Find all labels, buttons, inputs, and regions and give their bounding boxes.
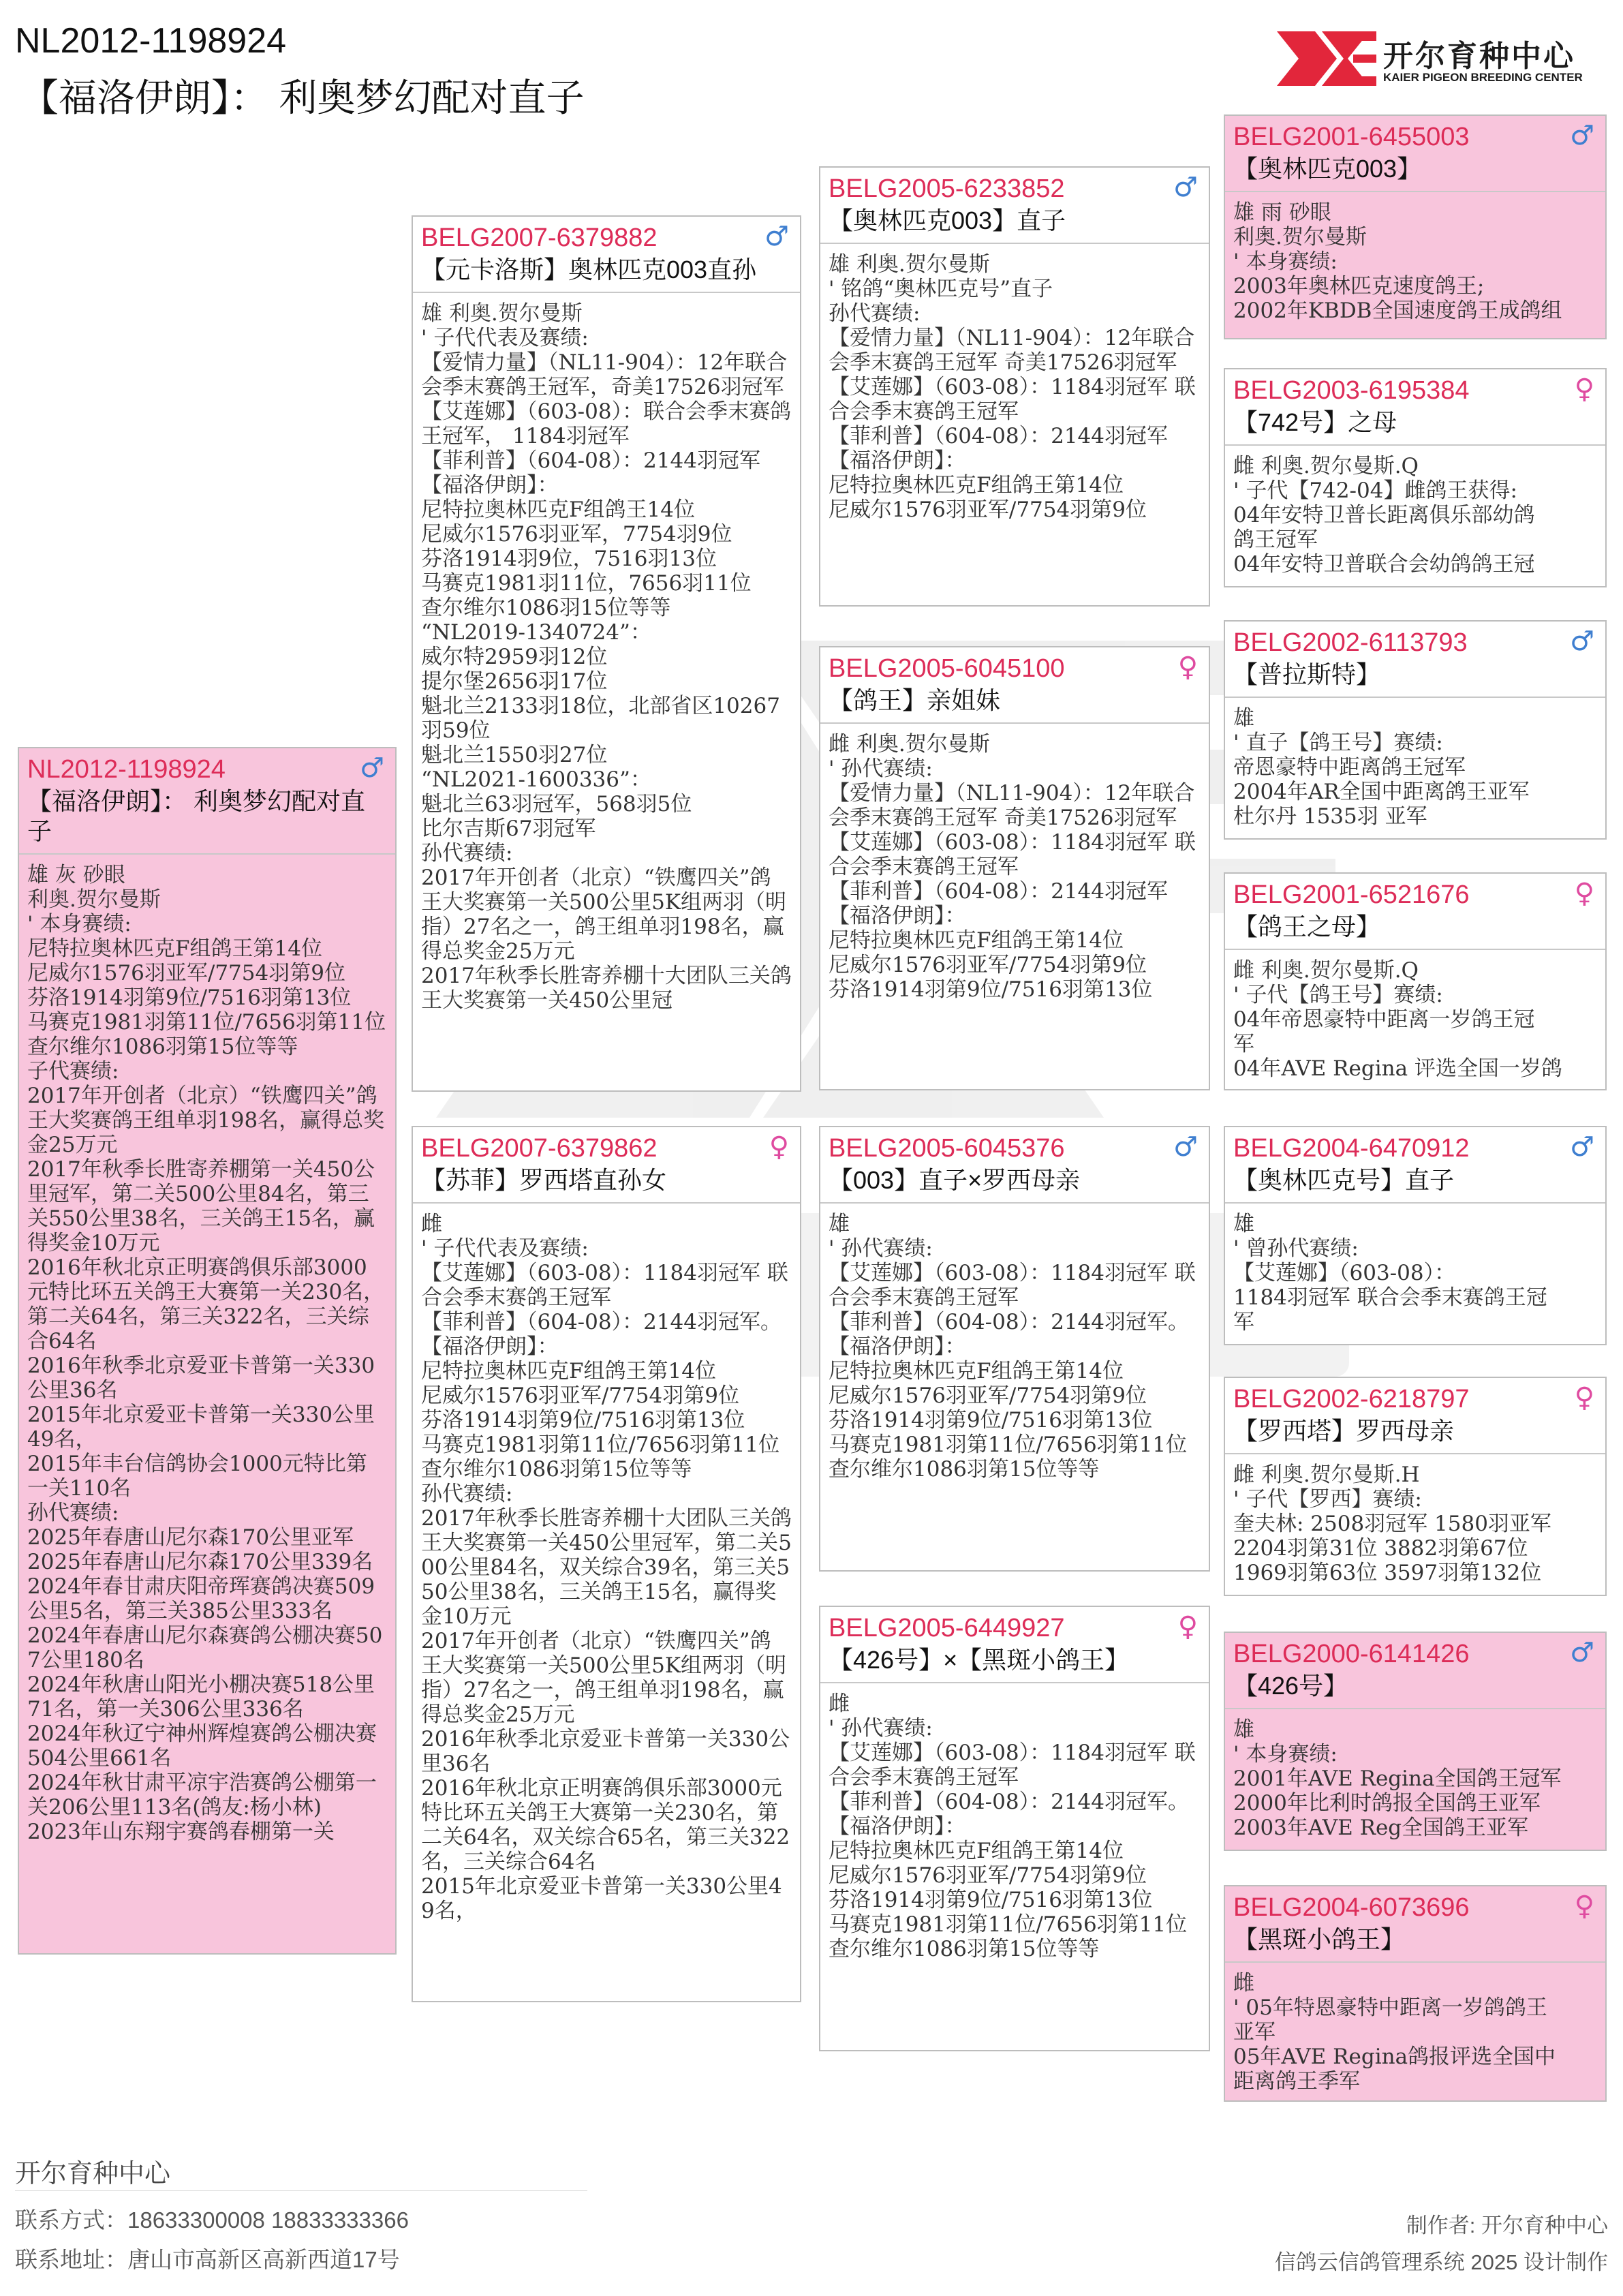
- pigeon-name: 【奥林匹克003】: [1225, 154, 1605, 192]
- detail-line: 雄 利奥.贺尔曼斯: [421, 301, 583, 326]
- detail-line: 2025年春唐山尼尔森170公里339名: [27, 1550, 373, 1574]
- detail-line: 尼特拉奥林匹克F组鸽王14位: [421, 498, 695, 522]
- female-icon: ♀: [1574, 373, 1594, 405]
- detail-line: 雄: [829, 1212, 850, 1236]
- female-icon: ♀: [1574, 1382, 1594, 1413]
- pigeon-details: [413, 1204, 800, 1923]
- pigeon-name: 【鸽王】亲姐妹: [820, 686, 1209, 724]
- detail-line: 马赛克1981羽11位，7656羽11位: [421, 571, 752, 596]
- detail-line: 2015年北京爱亚卡普第一关330公里49名，: [27, 1403, 375, 1452]
- pigeon-details: [1225, 192, 1605, 323]
- female-icon: ♀: [1177, 1611, 1198, 1642]
- detail-line: ' 孙代赛绩:: [829, 1716, 933, 1741]
- detail-line: 【菲利普】（604-08）：2144羽冠军。: [421, 1310, 782, 1334]
- contact-phone[interactable]: 18633300008 18833333366: [127, 2207, 409, 2233]
- male-icon: ♂: [1570, 626, 1594, 657]
- detail-line: 马赛克1981羽第11位/7656羽第11位: [421, 1433, 780, 1457]
- detail-line: ' 直子【鸽王号】赛绩:: [1233, 731, 1443, 755]
- detail-line: 鸽王冠军: [1233, 527, 1318, 552]
- ring-number[interactable]: NL2012-1198924: [27, 755, 226, 784]
- card-header: [1225, 622, 1605, 660]
- detail-line: 芬洛1914羽第9位/7516羽第13位: [829, 1888, 1153, 1912]
- detail-line: 2016年秋季北京爱亚卡普第一关330公里36名: [421, 1727, 790, 1776]
- ring-number[interactable]: BELG2007-6379862: [421, 1134, 658, 1163]
- detail-line: 2023年山东翔宇赛鸽春棚第一关: [27, 1820, 335, 1844]
- contact-label: 联系方式：: [15, 2207, 127, 2233]
- footer-system: 信鸽云信鸽管理系统 2025 设计制作: [1274, 2250, 1608, 2274]
- detail-line: 2016年秋季北京爱亚卡普第一关330公里36名: [27, 1353, 375, 1403]
- pigeon-name: 【奥林匹克号】直子: [1225, 1165, 1605, 1204]
- detail-line: 尼威尔1576羽亚军，7754羽9位: [421, 522, 732, 547]
- pigeon-name: 【罗西塔】罗西母亲: [1225, 1416, 1605, 1454]
- pigeon-details: [413, 293, 800, 1013]
- detail-line: 芬洛1914羽第9位/7516羽第13位: [421, 1408, 745, 1433]
- ring-number[interactable]: BELG2005-6045100: [829, 654, 1065, 683]
- male-icon: ♂: [1173, 172, 1198, 203]
- detail-line: 芬洛1914羽第9位/7516羽第13位: [829, 1408, 1153, 1433]
- detail-line: 【福洛伊朗】：: [829, 448, 966, 473]
- detail-line: 04年帝恩豪特中距离一岁鸽王冠: [1233, 1007, 1535, 1032]
- detail-line: ' 子代【742-04】雌鸽王获得:: [1233, 478, 1517, 503]
- detail-line: 2024年秋唐山阳光小棚决赛518公里71名，第一关306公里336名: [27, 1672, 375, 1721]
- card-header: [1225, 874, 1605, 912]
- detail-line: 【艾莲娜】（603-08）：1184羽冠军 联合会季末赛鸽王冠军: [829, 375, 1196, 424]
- detail-line: 雄 雨 砂眼: [1233, 200, 1331, 225]
- detail-line: 雌 利奥.贺尔曼斯.H: [1233, 1463, 1420, 1487]
- logo-chinese-name: 开尔育种中心: [1383, 40, 1575, 73]
- detail-line: 孙代赛绩:: [421, 841, 513, 866]
- detail-line: 2204羽第31位 3882羽第67位: [1233, 1536, 1528, 1561]
- detail-line: 2024年秋辽宁神州辉煌赛鸽公棚决赛504公里661名: [27, 1721, 377, 1771]
- detail-line: 芬洛1914羽第9位/7516羽第13位: [27, 985, 352, 1010]
- pigeon-name: 【奥林匹克003】直子: [820, 206, 1209, 244]
- detail-line: 【爱情力量】（NL11-904）：12年联合会季末赛鸽王冠军 奇美17526羽冠军: [829, 326, 1195, 375]
- male-icon: ♂: [1173, 1131, 1198, 1163]
- card-header: [820, 647, 1209, 686]
- detail-line: 04年AVE Regina 评选全国一岁鸽: [1233, 1056, 1562, 1081]
- detail-line: 尼威尔1576羽亚军/7754羽第9位: [829, 498, 1147, 522]
- detail-line: 雌 利奥.贺尔曼斯.Q: [1233, 454, 1419, 478]
- detail-line: 尼威尔1576羽亚军/7754羽第9位: [27, 961, 345, 985]
- detail-line: 马赛克1981羽第11位/7656羽第11位: [829, 1433, 1188, 1457]
- detail-line: 查尔维尔1086羽第15位等等: [829, 1937, 1100, 1961]
- detail-line: 查尔维尔1086羽第15位等等: [27, 1035, 298, 1059]
- male-icon: ♂: [1570, 1637, 1594, 1668]
- address-label: 联系地址：: [15, 2247, 127, 2272]
- ring-number[interactable]: BELG2003-6195384: [1233, 376, 1470, 405]
- ring-number[interactable]: BELG2002-6218797: [1233, 1385, 1470, 1413]
- detail-line: 芬洛1914羽第9位/7516羽第13位: [829, 977, 1153, 1002]
- detail-line: 利奥.贺尔曼斯: [27, 887, 161, 912]
- detail-line: 【福洛伊朗】：: [421, 473, 559, 498]
- pigeon-details: [1225, 1454, 1605, 1585]
- detail-line: ' 子代代表及赛绩:: [421, 326, 589, 350]
- detail-line: 2003年奥林匹克速度鸽王;: [1233, 274, 1485, 299]
- detail-line: 查尔维尔1086羽第15位等等: [421, 1457, 692, 1482]
- detail-line: 尼特拉奥林匹克F组鸽王第14位: [829, 928, 1124, 953]
- card-sss[interactable]: [1224, 114, 1607, 339]
- pigeon-name: 【元卡洛斯】奥林匹克003直孙: [413, 255, 800, 293]
- female-icon: ♀: [1574, 878, 1594, 909]
- detail-line: 【菲利普】（604-08）：2144羽冠军: [829, 424, 1168, 448]
- detail-line: 【福洛伊朗】：: [829, 1334, 966, 1359]
- detail-line: ' 05年特恩豪特中距离一岁鸽鸽王: [1233, 1995, 1547, 2020]
- detail-line: 【艾莲娜】（603-08）：1184羽冠军 联合会季末赛鸽王冠军: [829, 830, 1196, 879]
- card-ssd[interactable]: [1224, 368, 1607, 587]
- ring-number[interactable]: BELG2005-6449927: [829, 1614, 1065, 1642]
- pigeon-details: [1225, 698, 1605, 829]
- pigeon-name: 【福洛伊朗】： 利奥梦幻配对直子: [19, 786, 395, 855]
- detail-line: 比尔吉斯67羽冠军: [421, 816, 596, 841]
- detail-line: 尼特拉奥林匹克F组鸽王第14位: [829, 1839, 1124, 1863]
- detail-line: 【菲利普】（604-08）：2144羽冠军。: [829, 1790, 1189, 1814]
- detail-line: ' 子代代表及赛绩:: [421, 1236, 589, 1261]
- detail-line: 雌: [1233, 1971, 1254, 1995]
- detail-line: 尼特拉奥林匹克F组鸽王第14位: [829, 1359, 1124, 1383]
- address-value: 唐山市高新区高新西道17号: [127, 2247, 400, 2272]
- detail-line: 【艾莲娜】（603-08）：: [1233, 1261, 1456, 1285]
- detail-line: 尼威尔1576羽亚军/7754羽第9位: [829, 953, 1147, 977]
- card-dam-dam[interactable]: [819, 1606, 1210, 2051]
- detail-line: ' 铭鸽“奥林匹克号”直子: [829, 277, 1053, 301]
- detail-line: 杜尔丹 1535羽 亚军: [1233, 804, 1427, 829]
- female-icon: ♀: [1177, 652, 1198, 683]
- detail-line: 奎夫林: 2508羽冠军 1580羽亚军: [1233, 1512, 1551, 1536]
- card-header: [413, 1127, 800, 1165]
- detail-line: 【爱情力量】（NL11-904）：12年联合会季末赛鸽王冠军 奇美17526羽冠军: [829, 781, 1195, 830]
- pigeon-name: 【742号】之母: [1225, 408, 1605, 446]
- detail-line: 雄: [1233, 1717, 1254, 1742]
- detail-line: 【福洛伊朗】：: [421, 1334, 559, 1359]
- detail-line: 05年AVE Regina鸽报评选全国中: [1233, 2045, 1556, 2069]
- detail-line: “NL2021-1600336”：: [421, 767, 651, 792]
- ring-number[interactable]: BELG2002-6113793: [1233, 628, 1468, 657]
- pigeon-details: [1225, 950, 1605, 1081]
- detail-line: 距离鸽王季军: [1233, 2069, 1360, 2094]
- detail-line: 威尔特2959羽12位: [421, 645, 608, 669]
- male-icon: ♂: [764, 221, 789, 252]
- detail-line: 2017年开创者（北京）“铁鹰四关”鸽王大奖赛鸽王组单羽198名，赢得总奖金25万元: [27, 1084, 385, 1157]
- detail-line: 查尔维尔1086羽15位等等: [421, 596, 671, 620]
- ring-number[interactable]: BELG2005-6045376: [829, 1134, 1065, 1163]
- pigeon-details: [1225, 1204, 1605, 1334]
- detail-line: 2015年丰台信鸽协会1000元特比第一关110名: [27, 1452, 367, 1501]
- detail-line: 1969羽第63位 3597羽第132位: [1233, 1561, 1542, 1585]
- detail-line: 2017年开创者（北京）“铁鹰四关”鸽王大奖赛第一关500公里5K组两羽（明指）27名之一，鸽王组单羽198名，赢得总奖金25万元: [421, 866, 787, 964]
- detail-line: 尼特拉奥林匹克F组鸽王第14位: [27, 936, 322, 961]
- card-dss[interactable]: [1224, 1126, 1607, 1345]
- detail-line: 尼威尔1576羽亚军/7754羽第9位: [421, 1383, 739, 1408]
- detail-line: 亚军: [1233, 2020, 1276, 2045]
- detail-line: 利奥.贺尔曼斯: [1233, 225, 1367, 249]
- detail-line: ' 子代【罗西】赛绩:: [1233, 1487, 1422, 1512]
- card-header: [19, 748, 395, 786]
- card-sire-dam[interactable]: [819, 646, 1210, 1090]
- male-icon: ♂: [360, 752, 384, 784]
- footer-contact: [15, 2203, 409, 2235]
- card-header: [1225, 1378, 1605, 1416]
- card-header: [820, 1607, 1209, 1645]
- detail-line: 2017年秋季长胜寄养棚十大团队三关鸽王大奖赛第一关450公里冠军，第二关500公里84名，双关综合39名，第三关550公里38名，三关鸽王15名，赢得奖金10万元: [421, 1506, 792, 1629]
- card-sdd[interactable]: [1224, 872, 1607, 1090]
- ring-number[interactable]: BELG2007-6379882: [421, 224, 658, 252]
- card-header: [820, 168, 1209, 206]
- detail-line: 2024年秋甘肃平凉宇浩赛鸽公棚第一关206公里113名(鸽友:杨小林): [27, 1771, 377, 1820]
- card-sds[interactable]: [1224, 620, 1607, 840]
- detail-line: 【菲利普】（604-08）：2144羽冠军: [829, 879, 1168, 904]
- page-title: 【福洛伊朗】： 利奥梦幻配对直子: [20, 76, 585, 119]
- detail-line: 【福洛伊朗】：: [829, 904, 966, 928]
- detail-line: 尼威尔1576羽亚军/7754羽第9位: [829, 1383, 1147, 1408]
- pigeon-name: 【苏菲】罗西塔直孙女: [413, 1165, 800, 1204]
- detail-line: 雌: [829, 1692, 850, 1716]
- female-icon: ♀: [769, 1131, 789, 1163]
- ring-number[interactable]: BELG2000-6141426: [1233, 1640, 1470, 1668]
- detail-line: ' 孙代赛绩:: [829, 1236, 933, 1261]
- detail-line: ' 本身赛绩:: [27, 912, 132, 936]
- detail-line: 尼特拉奥林匹克F组鸽王第14位: [421, 1359, 716, 1383]
- detail-line: 2003年AVE Reg全国鸽王亚军: [1233, 1816, 1529, 1840]
- card-header: [1225, 1886, 1605, 1925]
- detail-line: 提尔堡2656羽17位: [421, 669, 608, 694]
- detail-line: 【福洛伊朗】：: [829, 1814, 966, 1839]
- male-icon: ♂: [1570, 1131, 1594, 1163]
- card-header: [820, 1127, 1209, 1165]
- detail-line: 孙代赛绩:: [27, 1501, 119, 1525]
- detail-line: ' 本身赛绩:: [1233, 1742, 1338, 1766]
- detail-line: 【艾莲娜】（603-08）：1184羽冠军 联合会季末赛鸽王冠军: [829, 1261, 1196, 1310]
- card-sire[interactable]: [412, 215, 801, 1092]
- detail-line: ' 本身赛绩:: [1233, 249, 1338, 274]
- detail-line: 魁北兰2133羽18位，北部省区10267羽59位: [421, 694, 780, 743]
- pigeon-details: [820, 1204, 1209, 1482]
- detail-line: 【菲利普】（604-08）：2144羽冠军: [421, 448, 760, 473]
- card-header: [413, 217, 800, 255]
- card-ddd[interactable]: [1224, 1885, 1607, 2102]
- card-header: [1225, 369, 1605, 408]
- card-header: [1225, 116, 1605, 154]
- card-header: [1225, 1127, 1605, 1165]
- pigeon-name: 【426号】×【黑斑小鸽王】: [820, 1645, 1209, 1683]
- detail-line: 雄: [1233, 706, 1254, 731]
- detail-line: 2017年秋季长胜寄养棚第一关450公里冠军，第二关500公里84名，第三关550公里38名，三关鸽王15名，赢得奖金10万元: [27, 1157, 375, 1255]
- detail-line: 2017年开创者（北京）“铁鹰四关”鸽王大奖赛第一关500公里5K组两羽（明指）27名之一，鸽王组单羽198名，赢得总奖金25万元: [421, 1629, 787, 1727]
- footer-divider: [15, 2190, 587, 2191]
- pigeon-details: [19, 855, 395, 1844]
- detail-line: 2016年秋北京正明赛鸽俱乐部3000元特比环五关鸽王大赛第一关230名，第二关64名，双关综合65名，第三关322名，三关综合64名: [421, 1776, 790, 1874]
- detail-line: 2016年秋北京正明赛鸽俱乐部3000元特比环五关鸽王大赛第一关230名，第二关64名，第三关322名，三关综合64名: [27, 1255, 385, 1353]
- ring-number[interactable]: BELG2004-6470912: [1233, 1134, 1470, 1163]
- detail-line: 雄 灰 砂眼: [27, 863, 125, 887]
- ring-number[interactable]: BELG2004-6073696: [1233, 1893, 1470, 1922]
- detail-line: 2024年春甘肃庆阳帝珲赛鸽决赛509公里5名，第三关385公里333名: [27, 1574, 375, 1623]
- pigeon-details: [1225, 1709, 1605, 1840]
- detail-line: 【爱情力量】（NL11-904）：12年联合会季末赛鸽王冠军，奇美17526羽冠军: [421, 350, 788, 399]
- detail-line: 军: [1233, 1032, 1254, 1056]
- detail-line: 2024年春唐山尼尔森赛鸽公棚决赛507公里180名: [27, 1623, 383, 1672]
- ring-number[interactable]: BELG2005-6233852: [829, 174, 1065, 203]
- detail-line: 【菲利普】（604-08）：2144羽冠军。: [829, 1310, 1189, 1334]
- pigeon-details: [1225, 1963, 1605, 2094]
- detail-line: 2000年比利时鸽报全国鸽王亚军: [1233, 1791, 1541, 1816]
- pigeon-details: [820, 244, 1209, 522]
- detail-line: ' 子代【鸽王号】赛绩:: [1233, 983, 1443, 1007]
- card-subject[interactable]: [18, 747, 397, 1955]
- detail-line: 尼威尔1576羽亚军/7754羽第9位: [829, 1863, 1147, 1888]
- detail-line: 2002年KBDB全国速度鸽王成鸽组: [1233, 299, 1562, 323]
- detail-line: 2017年秋季长胜寄养棚十大团队三关鸽王大奖赛第一关450公里冠: [421, 964, 792, 1013]
- detail-line: 04年安特卫普联合会幼鸽鸽王冠: [1233, 552, 1535, 577]
- detail-line: 雌: [421, 1212, 442, 1236]
- detail-line: 【艾莲娜】（603-08）：1184羽冠军 联合会季末赛鸽王冠军: [421, 1261, 788, 1310]
- detail-line: 芬洛1914羽9位，7516羽13位: [421, 547, 717, 571]
- detail-line: 尼特拉奥林匹克F组鸽王第14位: [829, 473, 1124, 498]
- detail-line: 【艾莲娜】（603-08）：联合会季末赛鸽王冠军， 1184羽冠军: [421, 399, 792, 448]
- detail-line: 孙代赛绩:: [829, 301, 921, 326]
- footer-company-name: 开尔育种中心: [15, 2160, 171, 2188]
- pigeon-details: [820, 1683, 1209, 1961]
- pigeon-name: 【普拉斯特】: [1225, 660, 1605, 698]
- female-icon: ♀: [1574, 1891, 1594, 1922]
- detail-line: 雄: [1233, 1212, 1254, 1236]
- pigeon-name: 【003】直子×罗西母亲: [820, 1165, 1209, 1204]
- pigeon-name: 【黑斑小鸽王】: [1225, 1925, 1605, 1963]
- detail-line: 查尔维尔1086羽第15位等等: [829, 1457, 1100, 1482]
- card-dsd[interactable]: [1224, 1377, 1607, 1596]
- ring-number[interactable]: BELG2001-6455003: [1233, 123, 1470, 151]
- card-dds[interactable]: [1224, 1632, 1607, 1851]
- detail-line: 魁北兰1550羽27位: [421, 743, 608, 767]
- detail-line: 马赛克1981羽第11位/7656羽第11位: [27, 1010, 386, 1035]
- detail-line: 帝恩豪特中距离鸽王冠军: [1233, 755, 1466, 780]
- detail-line: 子代赛绩:: [27, 1059, 119, 1084]
- detail-line: 孙代赛绩:: [421, 1482, 513, 1506]
- detail-line: 2015年北京爱亚卡普第一关330公里49名，: [421, 1874, 782, 1923]
- card-sire-sire[interactable]: [819, 166, 1210, 607]
- male-icon: ♂: [1570, 120, 1594, 151]
- detail-line: 04年安特卫普长距离俱乐部幼鸽: [1233, 503, 1535, 527]
- pigeon-details: [820, 724, 1209, 1002]
- detail-line: 雄 利奥.贺尔曼斯: [829, 252, 990, 277]
- ring-number[interactable]: BELG2001-6521676: [1233, 881, 1470, 909]
- card-dam[interactable]: [412, 1126, 801, 2002]
- detail-line: ' 孙代赛绩:: [829, 756, 933, 781]
- detail-line: 雌 利奥.贺尔曼斯.Q: [1233, 958, 1419, 983]
- footer-address: [15, 2242, 400, 2274]
- pigeon-details: [1225, 446, 1605, 577]
- page-ring-number: NL2012-1198924: [15, 21, 287, 61]
- pigeon-name: 【426号】: [1225, 1671, 1605, 1709]
- detail-line: 【艾莲娜】（603-08）：1184羽冠军 联合会季末赛鸽王冠军: [829, 1741, 1196, 1790]
- card-header: [1225, 1633, 1605, 1671]
- detail-line: 军: [1233, 1310, 1254, 1334]
- detail-line: 2025年春唐山尼尔森170公里亚军: [27, 1525, 354, 1550]
- detail-line: 1184羽冠军 联合会季末赛鸽王冠: [1233, 1285, 1547, 1310]
- detail-line: 2001年AVE Regina全国鸽王冠军: [1233, 1766, 1562, 1791]
- card-dam-sire[interactable]: [819, 1126, 1210, 1572]
- detail-line: 雌 利奥.贺尔曼斯: [829, 732, 990, 756]
- pigeon-name: 【鸽王之母】: [1225, 912, 1605, 950]
- footer-maker: 制作者: 开尔育种中心: [1406, 2214, 1608, 2237]
- detail-line: 2004年AR全国中距离鸽王亚军: [1233, 780, 1530, 804]
- detail-line: 魁北兰63羽冠军，568羽5位: [421, 792, 692, 816]
- detail-line: ' 曾孙代赛绩:: [1233, 1236, 1359, 1261]
- detail-line: “NL2019-1340724”：: [421, 620, 651, 645]
- detail-line: 马赛克1981羽第11位/7656羽第11位: [829, 1912, 1188, 1937]
- logo-english-name: KAIER PIGEON BREEDING CENTER: [1383, 71, 1583, 84]
